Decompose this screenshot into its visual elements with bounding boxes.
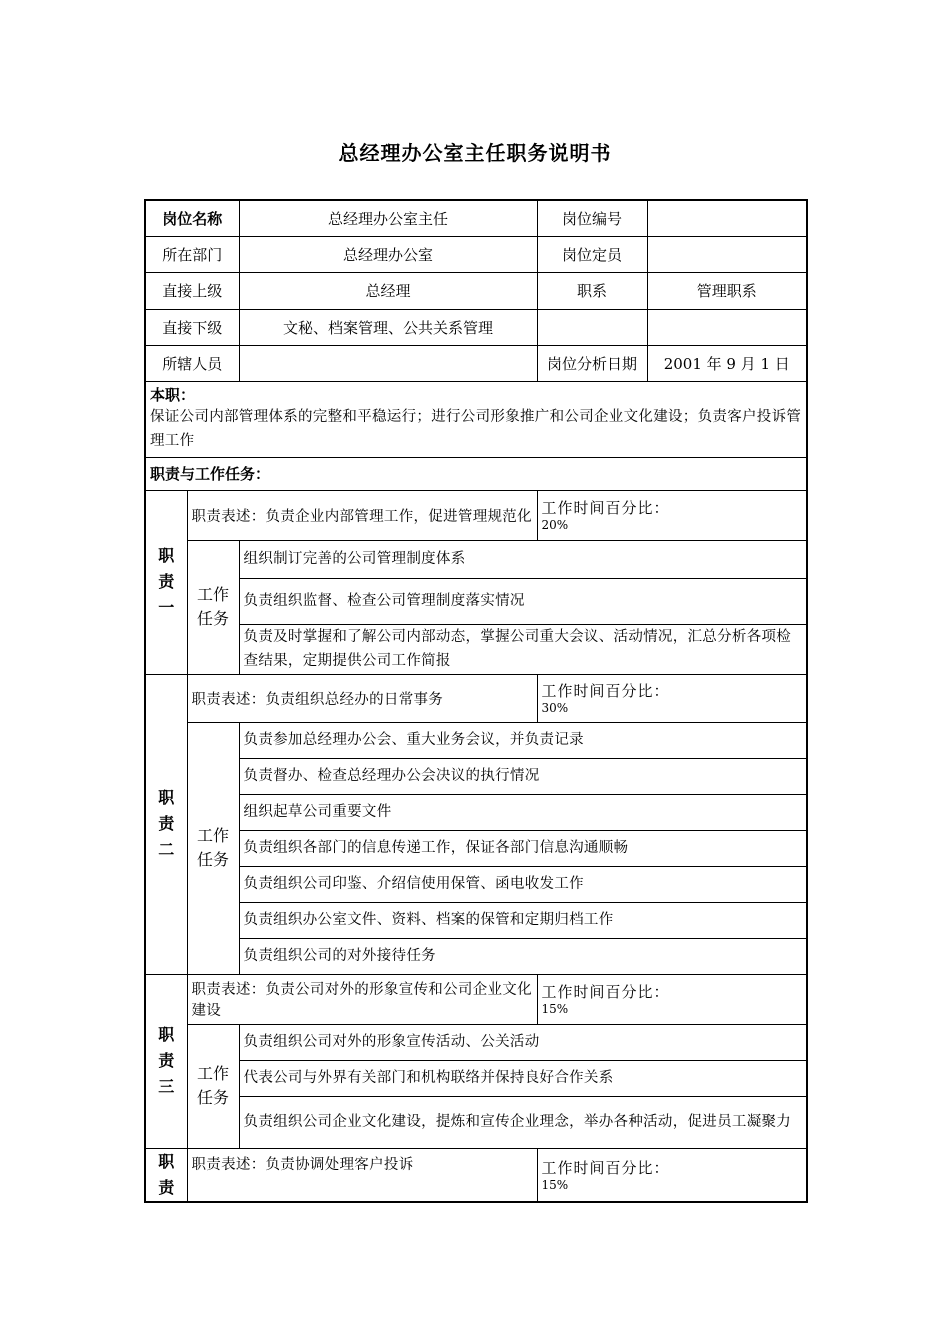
duty-1-description: 职责表述：负责企业内部管理工作，促进管理规范化 xyxy=(187,490,537,540)
position-name-label: 岗位名称 xyxy=(145,200,239,236)
task-row xyxy=(145,578,807,624)
duty-2-description: 职责表述：负责组织总经办的日常事务 xyxy=(187,674,537,722)
core-duty-text: 保证公司内部管理体系的完整和平稳运行；进行公司形象推广和公司企业文化建设；负责客户投诉管理工作 xyxy=(150,408,802,449)
department-label: 所在部门 xyxy=(145,236,239,272)
task-row xyxy=(145,1060,807,1096)
duty-4-description: 职责表述：负责协调处理客户投诉 xyxy=(187,1148,537,1202)
task-row xyxy=(145,830,807,866)
task-row xyxy=(145,794,807,830)
subordinate-label: 直接下级 xyxy=(145,309,239,345)
duty-row xyxy=(145,1148,807,1202)
task-row xyxy=(145,902,807,938)
duty-row xyxy=(145,674,807,722)
task-item: 代表公司与外界有关部门和机构联络并保持良好合作关系 xyxy=(239,1060,807,1096)
task-row xyxy=(145,540,807,578)
empty-cell xyxy=(647,309,807,345)
task-item: 组织制订完善的公司管理制度体系 xyxy=(239,540,807,578)
duty-2-label: 职 责 二 xyxy=(145,674,187,974)
task-row xyxy=(145,866,807,902)
task-row xyxy=(145,1096,807,1148)
core-duty-row xyxy=(145,381,807,457)
duty-1-pct: 工作时间百分比： 20% xyxy=(537,490,807,540)
task-row xyxy=(145,1024,807,1060)
duty-row xyxy=(145,490,807,540)
duty-2-pct: 工作时间百分比： 30% xyxy=(537,674,807,722)
duty-4-pct: 工作时间百分比： 15% xyxy=(537,1148,807,1202)
analysis-date-label: 岗位分析日期 xyxy=(537,345,647,381)
work-task-label: 工作 任务 xyxy=(187,540,239,674)
info-row xyxy=(145,309,807,345)
staff-label: 所辖人员 xyxy=(145,345,239,381)
task-item: 组织起草公司重要文件 xyxy=(239,794,807,830)
staff-value xyxy=(239,345,537,381)
superior-label: 直接上级 xyxy=(145,272,239,309)
task-item: 负责组织办公室文件、资料、档案的保管和定期归档工作 xyxy=(239,902,807,938)
info-row xyxy=(145,200,807,236)
duty-1-label: 职 责 一 xyxy=(145,490,187,674)
position-code-value xyxy=(647,200,807,236)
job-family-value: 管理职系 xyxy=(647,272,807,309)
task-item: 负责组织各部门的信息传递工作，保证各部门信息沟通顺畅 xyxy=(239,830,807,866)
superior-value: 总经理 xyxy=(239,272,537,309)
position-name-value: 总经理办公室主任 xyxy=(239,200,537,236)
page-title: 总经理办公室主任职务说明书 xyxy=(338,141,612,165)
task-item: 负责组织监督、检查公司管理制度落实情况 xyxy=(239,578,807,624)
work-task-label: 工作 任务 xyxy=(187,1024,239,1148)
task-item: 负责组织公司的对外接待任务 xyxy=(239,938,807,974)
duty-3-pct: 工作时间百分比： 15% xyxy=(537,974,807,1024)
info-row xyxy=(145,236,807,272)
duty-row xyxy=(145,974,807,1024)
headcount-label: 岗位定员 xyxy=(537,236,647,272)
task-item: 负责督办、检查总经理办公会决议的执行情况 xyxy=(239,758,807,794)
task-item: 负责组织公司印鉴、介绍信使用保管、函电收发工作 xyxy=(239,866,807,902)
task-row xyxy=(145,722,807,758)
task-item: 负责参加总经理办公会、重大业务会议，并负责记录 xyxy=(239,722,807,758)
task-item: 负责组织公司企业文化建设，提炼和宣传企业理念，举办各种活动，促进员工凝聚力 xyxy=(239,1096,807,1148)
task-item: 负责组织公司对外的形象宣传活动、公关活动 xyxy=(239,1024,807,1060)
duty-3-label: 职 责 三 xyxy=(145,974,187,1148)
duty-4-label: 职 责 xyxy=(145,1148,187,1202)
department-value: 总经理办公室 xyxy=(239,236,537,272)
task-item: 负责及时掌握和了解公司内部动态，掌握公司重大会议、活动情况，汇总分析各项检查结果，定期提供公司工作简报 xyxy=(239,624,807,674)
task-row xyxy=(145,758,807,794)
task-row xyxy=(145,624,807,674)
core-duty-heading: 本职： xyxy=(150,385,196,404)
task-row xyxy=(145,938,807,974)
duty-3-description: 职责表述：负责公司对外的形象宣传和公司企业文化建设 xyxy=(187,974,537,1024)
job-family-label: 职系 xyxy=(537,272,647,309)
job-description-table xyxy=(144,199,808,1203)
empty-cell xyxy=(537,309,647,345)
duties-heading: 职责与工作任务： xyxy=(145,457,807,490)
work-task-label: 工作 任务 xyxy=(187,722,239,974)
headcount-value xyxy=(647,236,807,272)
duties-heading-row xyxy=(145,457,807,490)
info-row xyxy=(145,345,807,381)
subordinate-value: 文秘、档案管理、公共关系管理 xyxy=(239,309,537,345)
analysis-date-value: 2001 年 9 月 1 日 xyxy=(647,345,807,381)
info-row xyxy=(145,272,807,309)
position-code-label: 岗位编号 xyxy=(537,200,647,236)
